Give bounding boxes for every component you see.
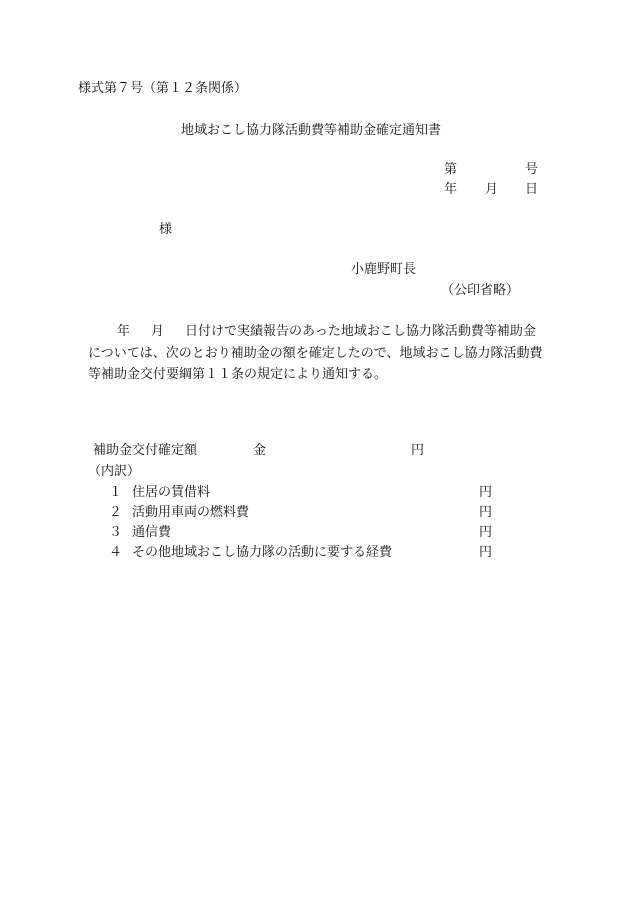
list-item — [0, 546, 630, 562]
item-yen: 円 — [479, 545, 493, 560]
item-yen: 円 — [479, 485, 493, 500]
item-number: １ — [109, 485, 123, 500]
date-month: 月 — [485, 182, 499, 197]
doc-number-dai: 第 — [444, 162, 458, 177]
form-number: 様式第７号（第１２条関係） — [78, 81, 248, 96]
recipient-suffix: 様 — [159, 222, 173, 237]
date-day: 日 — [525, 182, 539, 197]
item-label: その他地域おこし協力隊の活動に要する経費 — [132, 545, 393, 560]
date-year: 年 — [444, 182, 458, 197]
list-item — [0, 486, 630, 502]
item-label: 通信費 — [132, 525, 172, 540]
amount-kin: 金 — [253, 443, 267, 458]
breakdown-label: （内訳） — [88, 464, 141, 479]
issuer-name: 小鹿野町長 — [351, 262, 417, 277]
document-title: 地域おこし協力隊活動費等補助金確定通知書 — [181, 123, 442, 138]
item-label: 活動用車両の燃料費 — [132, 505, 250, 520]
body-text: 日付けで実績報告のあった地域おこし協力隊活動費等補助金については、次のとおり補助金の額を確定したので、地域おこし協力隊活動費等補助金交付要綱第１１条の規定により通知する。 — [88, 324, 543, 382]
item-number: ３ — [109, 525, 123, 540]
doc-number-go: 号 — [525, 162, 539, 177]
list-item — [0, 526, 630, 542]
item-label: 住居の賃借料 — [132, 485, 211, 500]
item-number: ４ — [109, 545, 123, 560]
item-yen: 円 — [479, 505, 493, 520]
list-item — [0, 506, 630, 522]
amount-label: 補助金交付確定額 — [93, 443, 198, 458]
body-year: 年 — [117, 324, 131, 339]
amount-yen: 円 — [411, 443, 425, 458]
seal-note: （公印省略） — [441, 283, 520, 298]
item-yen: 円 — [479, 525, 493, 540]
body-paragraph — [88, 321, 548, 386]
body-month: 月 — [151, 324, 165, 339]
item-number: ２ — [109, 505, 123, 520]
